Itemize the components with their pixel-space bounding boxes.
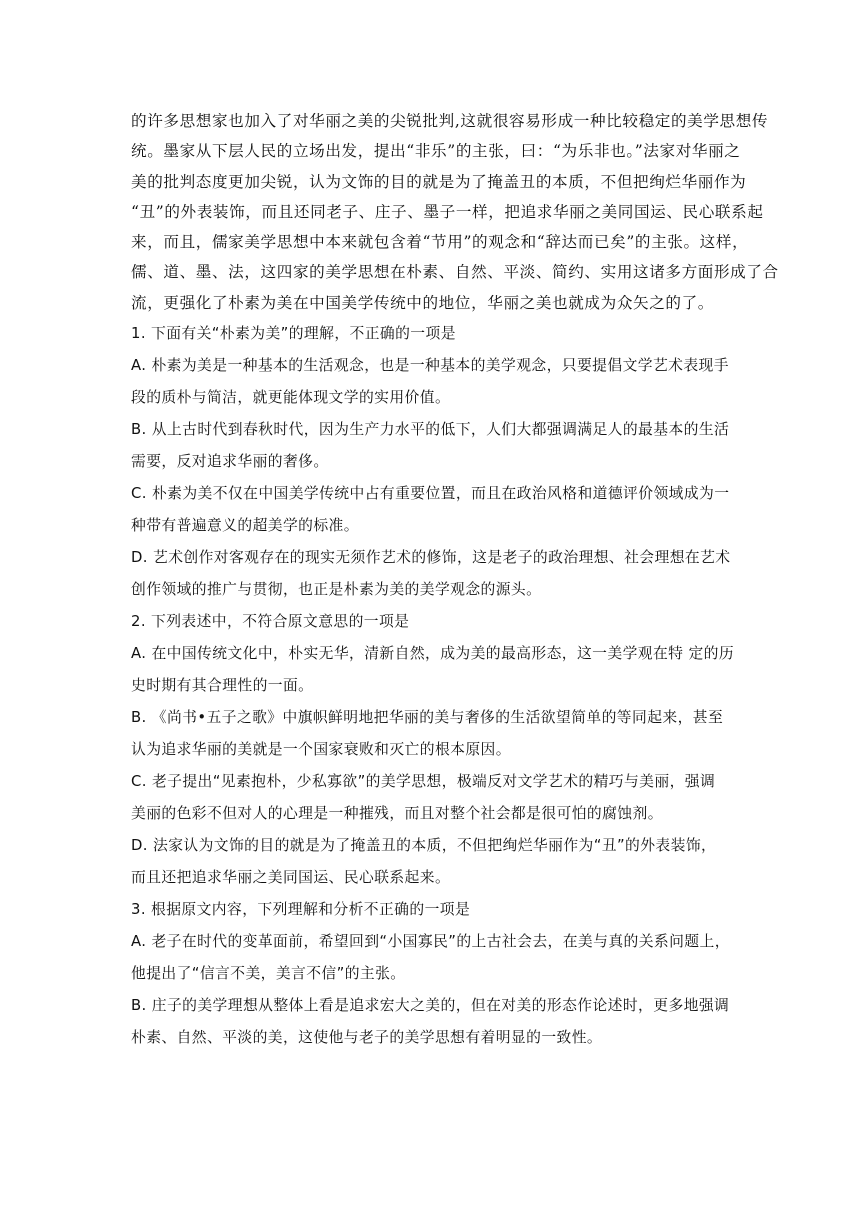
option-line: 种带有普遍意义的超美学的标准。	[131, 517, 359, 535]
option-a	[131, 350, 731, 414]
option-line: 创作领域的推广与贯彻，也正是朴素为美的美学观念的源头。	[131, 581, 542, 599]
question-stem: 1. 下面有关“朴素为美”的理解，不正确的一项是	[131, 325, 456, 343]
option-line: 朴素、自然、平淡的美，这使他与老子的美学思想有着明显的一致性。	[131, 1029, 603, 1047]
option-line: B. 庄子的美学理想从整体上看是追求宏大之美的，但在对美的形态作论述时，更多地强调	[131, 997, 730, 1015]
option-b	[131, 990, 731, 1054]
passage-line: 来，而且，儒家美学思想中本来就包含着“节用”的观念和“辞达而已矣”的主张。这样，	[131, 233, 749, 252]
question-stem: 3. 根据原文内容，下列理解和分析不正确的一项是	[131, 901, 471, 919]
passage-line: 美的批判态度更加尖锐，认为文饰的目的就是为了掩盖丑的本质，不但把绚烂华丽作为	[131, 172, 747, 191]
option-d	[131, 830, 731, 894]
option-line: A. 老子在时代的变革面前，希望回到“小国寡民”的上古社会去，在美与真的关系问题上，	[131, 933, 730, 951]
option-line: A. 朴素为美是一种基本的生活观念，也是一种基本的美学观念，只要提倡文学艺术表现手	[131, 357, 729, 375]
question-2	[131, 606, 735, 894]
option-d	[131, 542, 731, 606]
option-line: 认为追求华丽的美就是一个国家衰败和灭亡的根本原因。	[131, 741, 511, 759]
option-a	[131, 638, 735, 702]
passage-line: 统。墨家从下层人民的立场出发，提出“非乐”的主张，曰：“为乐非也。”法家对华丽之	[131, 142, 741, 161]
option-line: 而且还把追求华丽之美同国运、民心联系起来。	[131, 869, 451, 887]
option-line: 需要，反对追求华丽的奢侈。	[131, 453, 329, 471]
option-line: A. 在中国传统文化中，朴实无华，清新自然，成为美的最高形态，这一美学观在特 定的历	[131, 645, 735, 663]
option-line: C. 老子提出“见素抱朴，少私寡欲”的美学思想，极端反对文学艺术的精巧与美丽，强调	[131, 773, 716, 791]
option-line: 美丽的色彩不但对人的心理是一种摧残，而且对整个社会都是很可怕的腐蚀剂。	[131, 805, 663, 823]
question-stem: 2. 下列表述中，不符合原文意思的一项是	[131, 613, 410, 631]
question-1	[131, 318, 731, 606]
passage-line: “丑”的外表装饰，而且还同老子、庄子、墨子一样，把追求华丽之美同国运、民心联系起	[131, 202, 764, 221]
option-a	[131, 926, 731, 990]
passage-line: 的许多思想家也加入了对华丽之美的尖锐批判,这就很容易形成一种比较稳定的美学思想传	[131, 112, 769, 130]
question-3	[131, 894, 731, 1054]
option-line: 他提出了“信言不美，美言不信”的主张。	[131, 965, 406, 983]
option-line: C. 朴素为美不仅在中国美学传统中占有重要位置，而且在政治风格和道德评价领域成为一	[131, 485, 730, 503]
document-page	[131, 106, 779, 1054]
passage-line: 流，更强化了朴素为美在中国美学传统中的地位，华丽之美也就成为众矢之的了。	[131, 293, 714, 312]
option-line: B. 从上古时代到春秋时代，因为生产力水平的低下，人们大都强调满足人的最基本的生活	[131, 421, 730, 439]
option-c	[131, 478, 731, 542]
option-line: 段的质朴与简洁，就更能体现文学的实用价值。	[131, 389, 451, 407]
option-line: D. 艺术创作对客观存在的现实无须作艺术的修饰，这是老子的政治理想、社会理想在艺术	[131, 549, 731, 567]
option-line: B. 《尚书•五子之歌》中旗帜鲜明地把华丽的美与奢侈的生活欲望简单的等同起来，甚至	[131, 709, 724, 727]
passage-line: 儒、道、墨、法，这四家的美学思想在朴素、自然、平淡、简约、实用这诸多方面形成了合	[131, 263, 779, 282]
passage-paragraph	[131, 106, 779, 318]
option-line: D. 法家认为文饰的目的就是为了掩盖丑的本质，不但把绚烂华丽作为“丑”的外表装饰，	[131, 837, 717, 855]
option-line: 史时期有其合理性的一面。	[131, 677, 314, 695]
option-b	[131, 414, 731, 478]
option-c	[131, 766, 731, 830]
option-b	[131, 702, 731, 766]
